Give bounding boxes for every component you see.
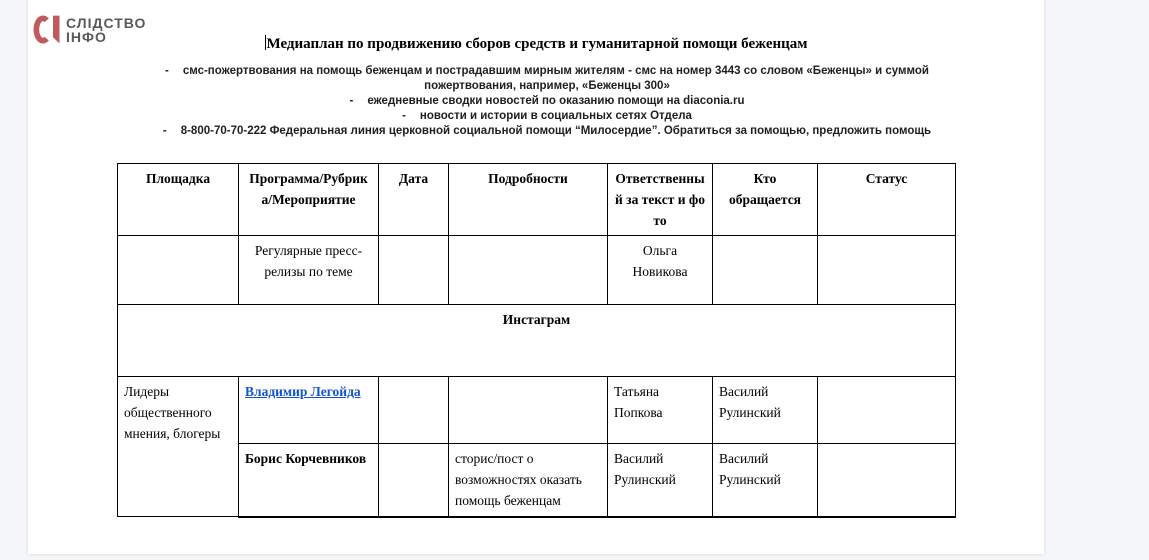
table-header-row <box>118 164 956 236</box>
logo-line-1: СЛІДСТВО <box>66 14 147 31</box>
empty-cell <box>379 377 449 444</box>
legoida-responsible-cell: Татьяна Попкова <box>608 377 713 444</box>
section-instagram-cell: Инстаграм <box>118 305 956 377</box>
table-section-row-instagram <box>118 305 956 377</box>
header-cell-requester: Кто обращается <box>713 164 818 236</box>
platform-opinion-leaders-cell: Лидеры общественного мнения, блогеры <box>118 377 239 517</box>
header-cell-platform: Площадка <box>118 164 239 236</box>
press-responsible-cell: Ольга Новикова <box>608 236 713 305</box>
bullet-item-sms <box>145 64 949 94</box>
empty-cell <box>118 236 239 305</box>
page-title-text: Медиаплан по продвижению сборов средств и гуманитарной помощи беженцам <box>266 36 808 52</box>
legoida-link[interactable]: Владимир Легойда <box>245 384 361 399</box>
bullet-text: новости и истории в социальных сетях Отдела <box>419 110 692 122</box>
bullet-list <box>28 64 1044 139</box>
header-cell-status: Статус <box>818 164 956 236</box>
page-title <box>28 0 1044 53</box>
logo-wordmark <box>66 16 146 44</box>
bullet-dash: - <box>349 95 354 107</box>
bullet-item-news-digest <box>145 94 949 109</box>
table-row-korchevnikov <box>118 444 956 517</box>
empty-cell <box>379 236 449 305</box>
slidstvo-info-logo <box>33 15 146 44</box>
table-row-legoida <box>118 377 956 444</box>
bullet-item-hotline <box>145 124 949 139</box>
bullet-text: ежедневные сводки новостей по оказанию помощи на diaconia.ru <box>367 95 745 107</box>
text-cursor <box>265 35 266 50</box>
empty-cell <box>818 236 956 305</box>
bullet-item-social <box>145 109 949 124</box>
header-cell-details: Подробности <box>449 164 608 236</box>
bullet-dash: - <box>164 65 169 77</box>
header-cell-date: Дата <box>379 164 449 236</box>
bullet-dash: - <box>162 125 167 137</box>
logo-line-2: ІНФО <box>66 28 107 45</box>
slidstvo-logo-icon <box>33 15 60 44</box>
korchevnikov-responsible-cell: Василий Рулинский <box>608 444 713 517</box>
header-cell-responsible: Ответственный за текст и фото <box>608 164 713 236</box>
press-program-cell: Регулярные пресс-релизы по теме <box>239 236 379 305</box>
empty-cell <box>449 377 608 444</box>
document-page <box>28 0 1044 554</box>
empty-cell <box>449 236 608 305</box>
header-cell-program: Программа/Рубрика/Мероприятие <box>239 164 379 236</box>
legoida-requester-cell: Василий Рулинский <box>713 377 818 444</box>
empty-cell <box>818 377 956 444</box>
korchevnikov-requester-cell: Василий Рулинский <box>713 444 818 517</box>
table-row-press-releases <box>118 236 956 305</box>
media-plan-table <box>117 163 956 518</box>
legoida-program-cell <box>239 377 379 444</box>
korchevnikov-details-cell: сторис/пост о возможностях оказать помощь беженцам <box>449 444 608 517</box>
bullet-text: 8-800-70-70-222 Федеральная линия церковной социальной помощи “Милосердие”. Обратиться за помощью, предложить помощь <box>180 125 932 137</box>
empty-cell <box>379 444 449 517</box>
empty-cell <box>818 444 956 517</box>
korchevnikov-program-cell: Борис Корчевников <box>239 444 379 517</box>
bullet-text: смс-пожертвования на помощь беженцам и пострадавшим мирным жителям - смс на номер 3443 со словом «Беженцы» и суммой пожертвования, например, «Беженцы 300» <box>182 65 929 92</box>
bullet-dash: - <box>402 110 406 122</box>
empty-cell <box>713 236 818 305</box>
